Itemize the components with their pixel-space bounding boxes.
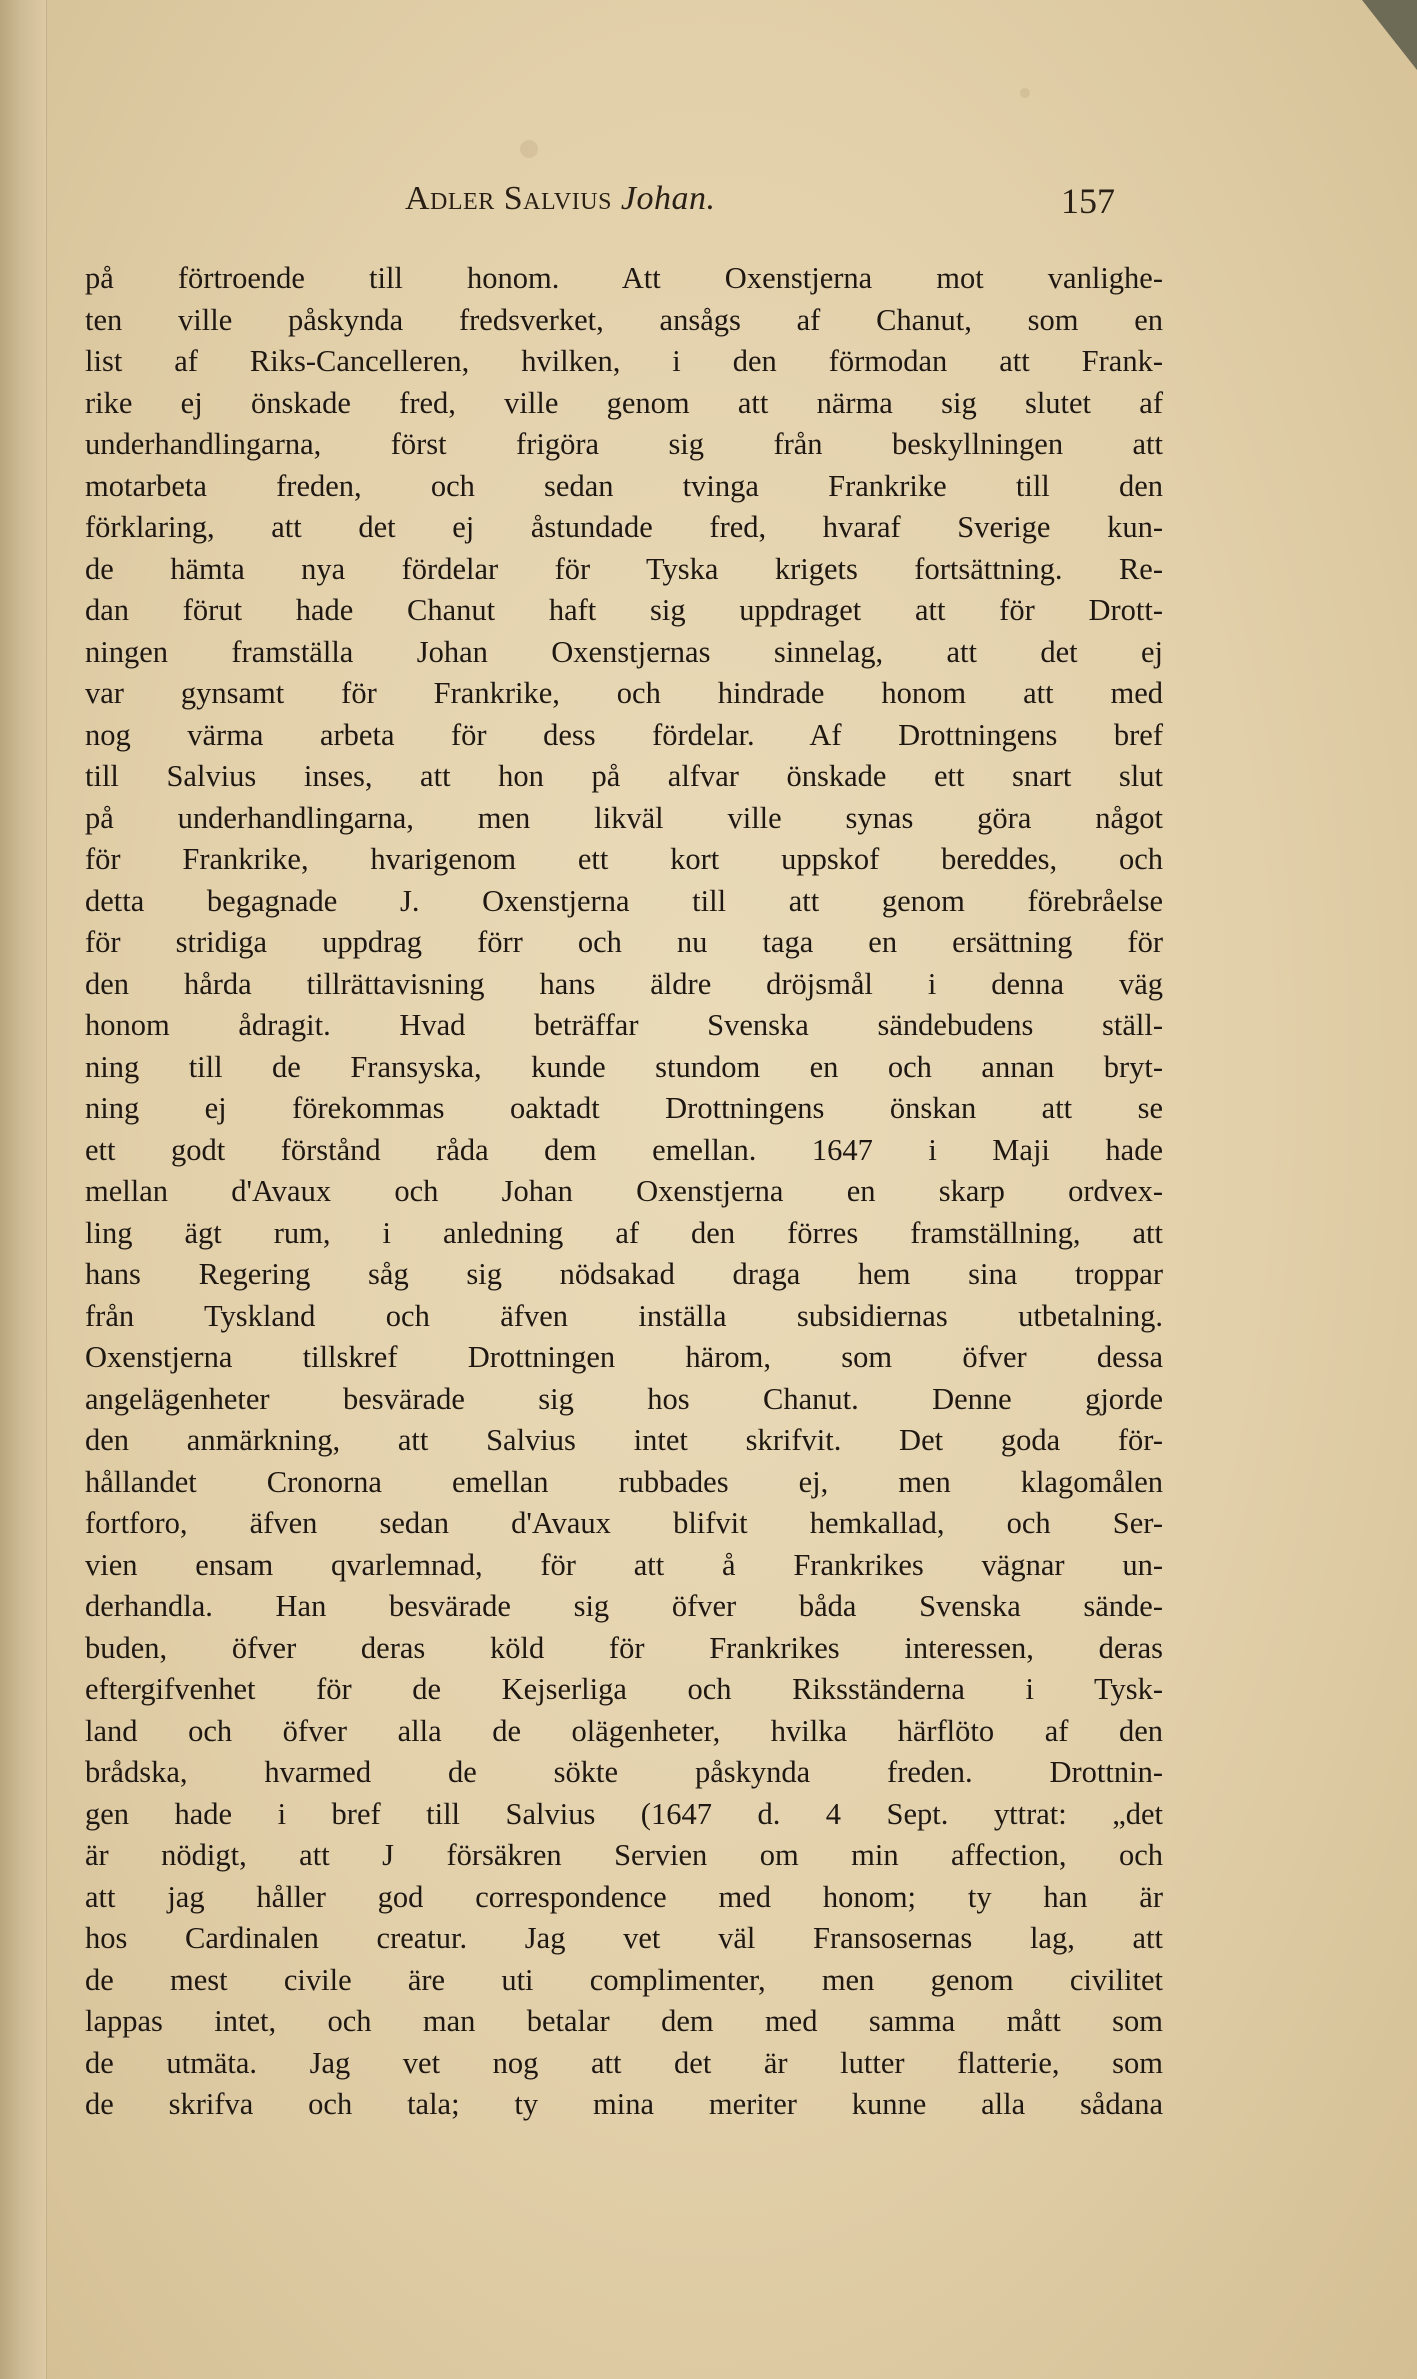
text-line: list af Riks-Cancelleren, hvilken, i den förmodan att Frank- (85, 344, 1163, 378)
text-line: derhandla. Han besvärade sig öfver båda Svenska sände- (85, 1589, 1163, 1623)
text-line: den anmärkning, att Salvius intet skrifvit. Det goda för- (85, 1423, 1163, 1457)
text-line: ten ville påskynda fredsverket, ansågs af Chanut, som en (85, 302, 1163, 337)
text-line: motarbeta freden, och sedan tvinga Frankrike till den (85, 468, 1163, 503)
page-number: 157 (1061, 181, 1115, 221)
text-line: för stridiga uppdrag förr och nu taga en ersättning för (85, 925, 1163, 959)
text-line: från Tyskland och äfven inställa subsidiernas utbetalning. (85, 1298, 1163, 1333)
running-head-forename: Johan. (620, 180, 716, 217)
text-line: honom ådragit. Hvad beträffar Svenska sändebudens ställ- (85, 1008, 1163, 1042)
running-head-names: Adler Salvius (405, 180, 612, 217)
text-line: hållandet Cronorna emellan rubbades ej, men klagomålen (85, 1464, 1163, 1499)
text-line: ningen framställa Johan Oxenstjernas sinnelag, att det ej (85, 634, 1163, 669)
text-line: brådska, hvarmed de sökte påskynda freden. Drottnin- (85, 1755, 1163, 1789)
page-binding-edge (0, 0, 47, 2379)
text-line: nog värma arbeta för dess fördelar. Af Drottningens bref (85, 717, 1163, 752)
text-line: lappas intet, och man betalar dem med samma mått som (85, 2004, 1163, 2038)
text-line: på underhandlingarna, men likväl ville synas göra något (85, 800, 1163, 835)
text-line: att jag håller god correspondence med honom; ty han är (85, 1879, 1163, 1914)
text-line: detta begagnade J. Oxenstjerna till att genom förebråelse (85, 883, 1163, 918)
text-line: rike ej önskade fred, ville genom att närma sig slutet af (85, 385, 1163, 420)
text-line: är nödigt, att J försäkren Servien om min affection, och (85, 1838, 1163, 1872)
text-line: fortforo, äfven sedan d'Avaux blifvit hemkallad, och Ser- (85, 1506, 1163, 1540)
text-line: till Salvius inses, att hon på alfvar önskade ett snart slut (85, 759, 1163, 793)
text-line: de skrifva och tala; ty mina meriter kunne alla sådana (85, 2087, 1163, 2121)
text-line: vien ensam qvarlemnad, för att å Frankrikes vägnar un- (85, 1547, 1163, 1582)
text-line: de utmäta. Jag vet nog att det är lutter flatterie, som (85, 2045, 1163, 2080)
text-line: den hårda tillrättavisning hans äldre dröjsmål i denna väg (85, 966, 1163, 1001)
paper-stain (520, 140, 538, 158)
text-line: buden, öfver deras köld för Frankrikes interessen, deras (85, 1630, 1163, 1665)
text-line: dan förut hade Chanut haft sig uppdraget att för Drott- (85, 593, 1163, 627)
text-line: angelägenheter besvärade sig hos Chanut. Denne gjorde (85, 1381, 1163, 1416)
text-line: land och öfver alla de olägenheter, hvilka härflöto af den (85, 1713, 1163, 1748)
text-line: hos Cardinalen creatur. Jag vet väl Fransosernas lag, att (85, 1921, 1163, 1955)
text-line: de mest civile äre uti complimenter, men genom civilitet (85, 1962, 1163, 1997)
text-line: underhandlingarna, först frigöra sig från beskyllningen att (85, 427, 1163, 461)
text-line: ning ej förekommas oaktadt Drottningens önskan att se (85, 1091, 1163, 1125)
running-head (405, 180, 716, 218)
text-line: för Frankrike, hvarigenom ett kort uppskof bereddes, och (85, 842, 1163, 876)
text-line: ning till de Fransyska, kunde stundom en och annan bryt- (85, 1049, 1163, 1084)
text-line: mellan d'Avaux och Johan Oxenstjerna en skarp ordvex- (85, 1174, 1163, 1208)
text-line: var gynsamt för Frankrike, och hindrade honom att med (85, 676, 1163, 710)
paper-stain (1020, 88, 1030, 98)
text-line: eftergifvenhet för de Kejserliga och Riksständerna i Tysk- (85, 1672, 1163, 1706)
text-line: de hämta nya fördelar för Tyska krigets fortsättning. Re- (85, 551, 1163, 586)
page-corner-shadow (1362, 0, 1417, 70)
text-line: ett godt förstånd råda dem emellan. 1647 i Maji hade (85, 1132, 1163, 1167)
text-line: gen hade i bref till Salvius (1647 d. 4 Sept. yttrat: „det (85, 1796, 1163, 1831)
page-header (405, 180, 1125, 224)
text-line: på förtroende till honom. Att Oxenstjerna mot vanlighe- (85, 261, 1163, 295)
text-line: ling ägt rum, i anledning af den förres framställning, att (85, 1215, 1163, 1250)
text-line: förklaring, att det ej åstundade fred, hvaraf Sverige kun- (85, 510, 1163, 544)
body-text (85, 258, 1163, 2126)
text-line: Oxenstjerna tillskref Drottningen härom, som öfver dessa (85, 1340, 1163, 1374)
text-line: hans Regering såg sig nödsakad draga hem sina troppar (85, 1257, 1163, 1291)
